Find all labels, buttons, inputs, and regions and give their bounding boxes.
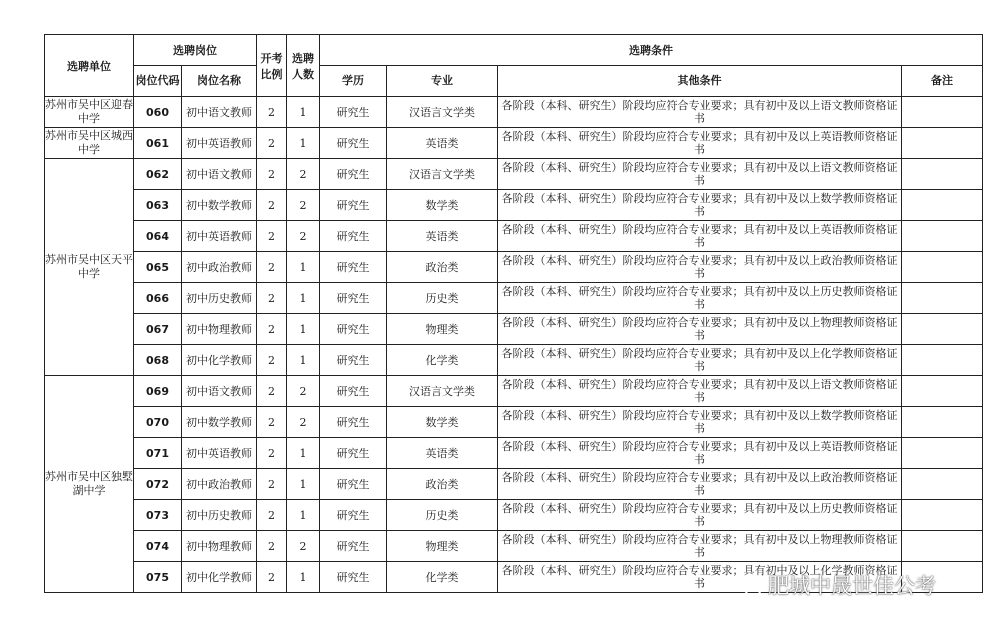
position-code-cell: 073 bbox=[134, 500, 182, 531]
count-cell: 1 bbox=[287, 314, 320, 345]
count-cell: 1 bbox=[287, 500, 320, 531]
remarks-cell bbox=[902, 500, 983, 531]
ratio-cell: 2 bbox=[257, 252, 287, 283]
remarks-cell bbox=[902, 438, 983, 469]
position-name-cell: 初中英语教师 bbox=[182, 128, 257, 159]
ratio-cell: 2 bbox=[257, 407, 287, 438]
education-cell: 研究生 bbox=[320, 97, 387, 128]
position-name-cell: 初中政治教师 bbox=[182, 469, 257, 500]
ratio-cell: 2 bbox=[257, 376, 287, 407]
other-conditions-cell: 各阶段（本科、研究生）阶段均应符合专业要求；具有初中及以上数学教师资格证书 bbox=[498, 407, 902, 438]
other-conditions-cell: 各阶段（本科、研究生）阶段均应符合专业要求；具有初中及以上化学教师资格证书 bbox=[498, 562, 902, 593]
major-cell: 汉语言文学类 bbox=[387, 97, 498, 128]
table-row bbox=[45, 469, 983, 500]
header-education: 学历 bbox=[320, 66, 387, 97]
header-position-group: 选聘岗位 bbox=[134, 35, 257, 66]
count-cell: 1 bbox=[287, 252, 320, 283]
unit-cell: 苏州市吴中区迎春中学 bbox=[45, 97, 134, 128]
education-cell: 研究生 bbox=[320, 128, 387, 159]
position-code-cell: 066 bbox=[134, 283, 182, 314]
position-code-cell: 070 bbox=[134, 407, 182, 438]
count-cell: 1 bbox=[287, 469, 320, 500]
count-cell: 1 bbox=[287, 345, 320, 376]
position-code-cell: 061 bbox=[134, 128, 182, 159]
ratio-cell: 2 bbox=[257, 97, 287, 128]
position-code-cell: 072 bbox=[134, 469, 182, 500]
position-code-cell: 069 bbox=[134, 376, 182, 407]
education-cell: 研究生 bbox=[320, 376, 387, 407]
remarks-cell bbox=[902, 376, 983, 407]
ratio-cell: 2 bbox=[257, 345, 287, 376]
position-name-cell: 初中英语教师 bbox=[182, 221, 257, 252]
position-name-cell: 初中化学教师 bbox=[182, 562, 257, 593]
ratio-cell: 2 bbox=[257, 190, 287, 221]
header-name: 岗位名称 bbox=[182, 66, 257, 97]
education-cell: 研究生 bbox=[320, 252, 387, 283]
position-name-cell: 初中数学教师 bbox=[182, 407, 257, 438]
position-name-cell: 初中物理教师 bbox=[182, 531, 257, 562]
count-cell: 1 bbox=[287, 97, 320, 128]
other-conditions-cell: 各阶段（本科、研究生）阶段均应符合专业要求；具有初中及以上历史教师资格证书 bbox=[498, 283, 902, 314]
education-cell: 研究生 bbox=[320, 221, 387, 252]
major-cell: 英语类 bbox=[387, 128, 498, 159]
table-row bbox=[45, 438, 983, 469]
header-ratio: 开考比例 bbox=[257, 35, 287, 97]
position-code-cell: 071 bbox=[134, 438, 182, 469]
major-cell: 政治类 bbox=[387, 469, 498, 500]
education-cell: 研究生 bbox=[320, 438, 387, 469]
remarks-cell bbox=[902, 469, 983, 500]
table-row bbox=[45, 159, 983, 190]
other-conditions-cell: 各阶段（本科、研究生）阶段均应符合专业要求；具有初中及以上语文教师资格证书 bbox=[498, 376, 902, 407]
count-cell: 2 bbox=[287, 190, 320, 221]
table-row bbox=[45, 376, 983, 407]
count-cell: 1 bbox=[287, 438, 320, 469]
major-cell: 物理类 bbox=[387, 531, 498, 562]
other-conditions-cell: 各阶段（本科、研究生）阶段均应符合专业要求；具有初中及以上化学教师资格证书 bbox=[498, 345, 902, 376]
position-name-cell: 初中数学教师 bbox=[182, 190, 257, 221]
table-row bbox=[45, 407, 983, 438]
position-code-cell: 060 bbox=[134, 97, 182, 128]
position-name-cell: 初中语文教师 bbox=[182, 97, 257, 128]
remarks-cell bbox=[902, 221, 983, 252]
other-conditions-cell: 各阶段（本科、研究生）阶段均应符合专业要求；具有初中及以上政治教师资格证书 bbox=[498, 252, 902, 283]
major-cell: 化学类 bbox=[387, 345, 498, 376]
table-row bbox=[45, 500, 983, 531]
other-conditions-cell: 各阶段（本科、研究生）阶段均应符合专业要求；具有初中及以上物理教师资格证书 bbox=[498, 531, 902, 562]
header-remarks: 备注 bbox=[902, 66, 983, 97]
education-cell: 研究生 bbox=[320, 159, 387, 190]
position-code-cell: 065 bbox=[134, 252, 182, 283]
major-cell: 数学类 bbox=[387, 407, 498, 438]
position-code-cell: 074 bbox=[134, 531, 182, 562]
remarks-cell bbox=[902, 190, 983, 221]
education-cell: 研究生 bbox=[320, 469, 387, 500]
recruitment-table bbox=[44, 34, 983, 593]
remarks-cell bbox=[902, 531, 983, 562]
count-cell: 2 bbox=[287, 159, 320, 190]
education-cell: 研究生 bbox=[320, 500, 387, 531]
unit-cell: 苏州市吴中区独墅湖中学 bbox=[45, 376, 134, 593]
remarks-cell bbox=[902, 128, 983, 159]
education-cell: 研究生 bbox=[320, 190, 387, 221]
other-conditions-cell: 各阶段（本科、研究生）阶段均应符合专业要求；具有初中及以上英语教师资格证书 bbox=[498, 221, 902, 252]
header-major: 专业 bbox=[387, 66, 498, 97]
count-cell: 1 bbox=[287, 562, 320, 593]
remarks-cell bbox=[902, 345, 983, 376]
remarks-cell bbox=[902, 252, 983, 283]
count-cell: 1 bbox=[287, 128, 320, 159]
major-cell: 英语类 bbox=[387, 438, 498, 469]
ratio-cell: 2 bbox=[257, 562, 287, 593]
other-conditions-cell: 各阶段（本科、研究生）阶段均应符合专业要求；具有初中及以上政治教师资格证书 bbox=[498, 469, 902, 500]
ratio-cell: 2 bbox=[257, 159, 287, 190]
ratio-cell: 2 bbox=[257, 469, 287, 500]
table-row bbox=[45, 190, 983, 221]
other-conditions-cell: 各阶段（本科、研究生）阶段均应符合专业要求；具有初中及以上数学教师资格证书 bbox=[498, 190, 902, 221]
position-name-cell: 初中语文教师 bbox=[182, 376, 257, 407]
header-code: 岗位代码 bbox=[134, 66, 182, 97]
major-cell: 历史类 bbox=[387, 500, 498, 531]
position-code-cell: 068 bbox=[134, 345, 182, 376]
header-other: 其他条件 bbox=[498, 66, 902, 97]
watermark-text: 肥城中晟世佳公考 bbox=[768, 574, 936, 598]
education-cell: 研究生 bbox=[320, 562, 387, 593]
remarks-cell bbox=[902, 159, 983, 190]
position-name-cell: 初中政治教师 bbox=[182, 252, 257, 283]
remarks-cell bbox=[902, 407, 983, 438]
position-code-cell: 063 bbox=[134, 190, 182, 221]
major-cell: 英语类 bbox=[387, 221, 498, 252]
table-row bbox=[45, 345, 983, 376]
unit-cell: 苏州市吴中区城西中学 bbox=[45, 128, 134, 159]
position-name-cell: 初中历史教师 bbox=[182, 283, 257, 314]
education-cell: 研究生 bbox=[320, 407, 387, 438]
position-code-cell: 062 bbox=[134, 159, 182, 190]
count-cell: 2 bbox=[287, 221, 320, 252]
other-conditions-cell: 各阶段（本科、研究生）阶段均应符合专业要求；具有初中及以上语文教师资格证书 bbox=[498, 97, 902, 128]
remarks-cell bbox=[902, 283, 983, 314]
table-row bbox=[45, 252, 983, 283]
ratio-cell: 2 bbox=[257, 221, 287, 252]
other-conditions-cell: 各阶段（本科、研究生）阶段均应符合专业要求；具有初中及以上英语教师资格证书 bbox=[498, 128, 902, 159]
major-cell: 汉语言文学类 bbox=[387, 376, 498, 407]
unit-cell: 苏州市吴中区天平中学 bbox=[45, 159, 134, 376]
table-row bbox=[45, 531, 983, 562]
major-cell: 物理类 bbox=[387, 314, 498, 345]
ratio-cell: 2 bbox=[257, 438, 287, 469]
major-cell: 历史类 bbox=[387, 283, 498, 314]
education-cell: 研究生 bbox=[320, 314, 387, 345]
major-cell: 数学类 bbox=[387, 190, 498, 221]
ratio-cell: 2 bbox=[257, 500, 287, 531]
education-cell: 研究生 bbox=[320, 345, 387, 376]
ratio-cell: 2 bbox=[257, 128, 287, 159]
position-name-cell: 初中化学教师 bbox=[182, 345, 257, 376]
education-cell: 研究生 bbox=[320, 531, 387, 562]
position-name-cell: 初中物理教师 bbox=[182, 314, 257, 345]
ratio-cell: 2 bbox=[257, 531, 287, 562]
count-cell: 2 bbox=[287, 376, 320, 407]
other-conditions-cell: 各阶段（本科、研究生）阶段均应符合专业要求；具有初中及以上英语教师资格证书 bbox=[498, 438, 902, 469]
other-conditions-cell: 各阶段（本科、研究生）阶段均应符合专业要求；具有初中及以上历史教师资格证书 bbox=[498, 500, 902, 531]
count-cell: 2 bbox=[287, 407, 320, 438]
wechat-icon bbox=[742, 574, 764, 596]
education-cell: 研究生 bbox=[320, 283, 387, 314]
header-unit: 选聘单位 bbox=[45, 35, 134, 97]
count-cell: 2 bbox=[287, 531, 320, 562]
position-code-cell: 067 bbox=[134, 314, 182, 345]
ratio-cell: 2 bbox=[257, 283, 287, 314]
watermark bbox=[742, 570, 936, 600]
table-row bbox=[45, 314, 983, 345]
count-cell: 1 bbox=[287, 283, 320, 314]
table-row bbox=[45, 97, 983, 128]
table-row bbox=[45, 128, 983, 159]
position-name-cell: 初中语文教师 bbox=[182, 159, 257, 190]
remarks-cell bbox=[902, 97, 983, 128]
major-cell: 化学类 bbox=[387, 562, 498, 593]
position-name-cell: 初中英语教师 bbox=[182, 438, 257, 469]
major-cell: 汉语言文学类 bbox=[387, 159, 498, 190]
table-body bbox=[45, 97, 983, 593]
other-conditions-cell: 各阶段（本科、研究生）阶段均应符合专业要求；具有初中及以上语文教师资格证书 bbox=[498, 159, 902, 190]
table-row bbox=[45, 283, 983, 314]
ratio-cell: 2 bbox=[257, 314, 287, 345]
position-code-cell: 075 bbox=[134, 562, 182, 593]
major-cell: 政治类 bbox=[387, 252, 498, 283]
position-name-cell: 初中历史教师 bbox=[182, 500, 257, 531]
remarks-cell bbox=[902, 314, 983, 345]
table-row bbox=[45, 221, 983, 252]
header-conditions: 选聘条件 bbox=[320, 35, 983, 66]
header-count: 选聘人数 bbox=[287, 35, 320, 97]
other-conditions-cell: 各阶段（本科、研究生）阶段均应符合专业要求；具有初中及以上物理教师资格证书 bbox=[498, 314, 902, 345]
position-code-cell: 064 bbox=[134, 221, 182, 252]
